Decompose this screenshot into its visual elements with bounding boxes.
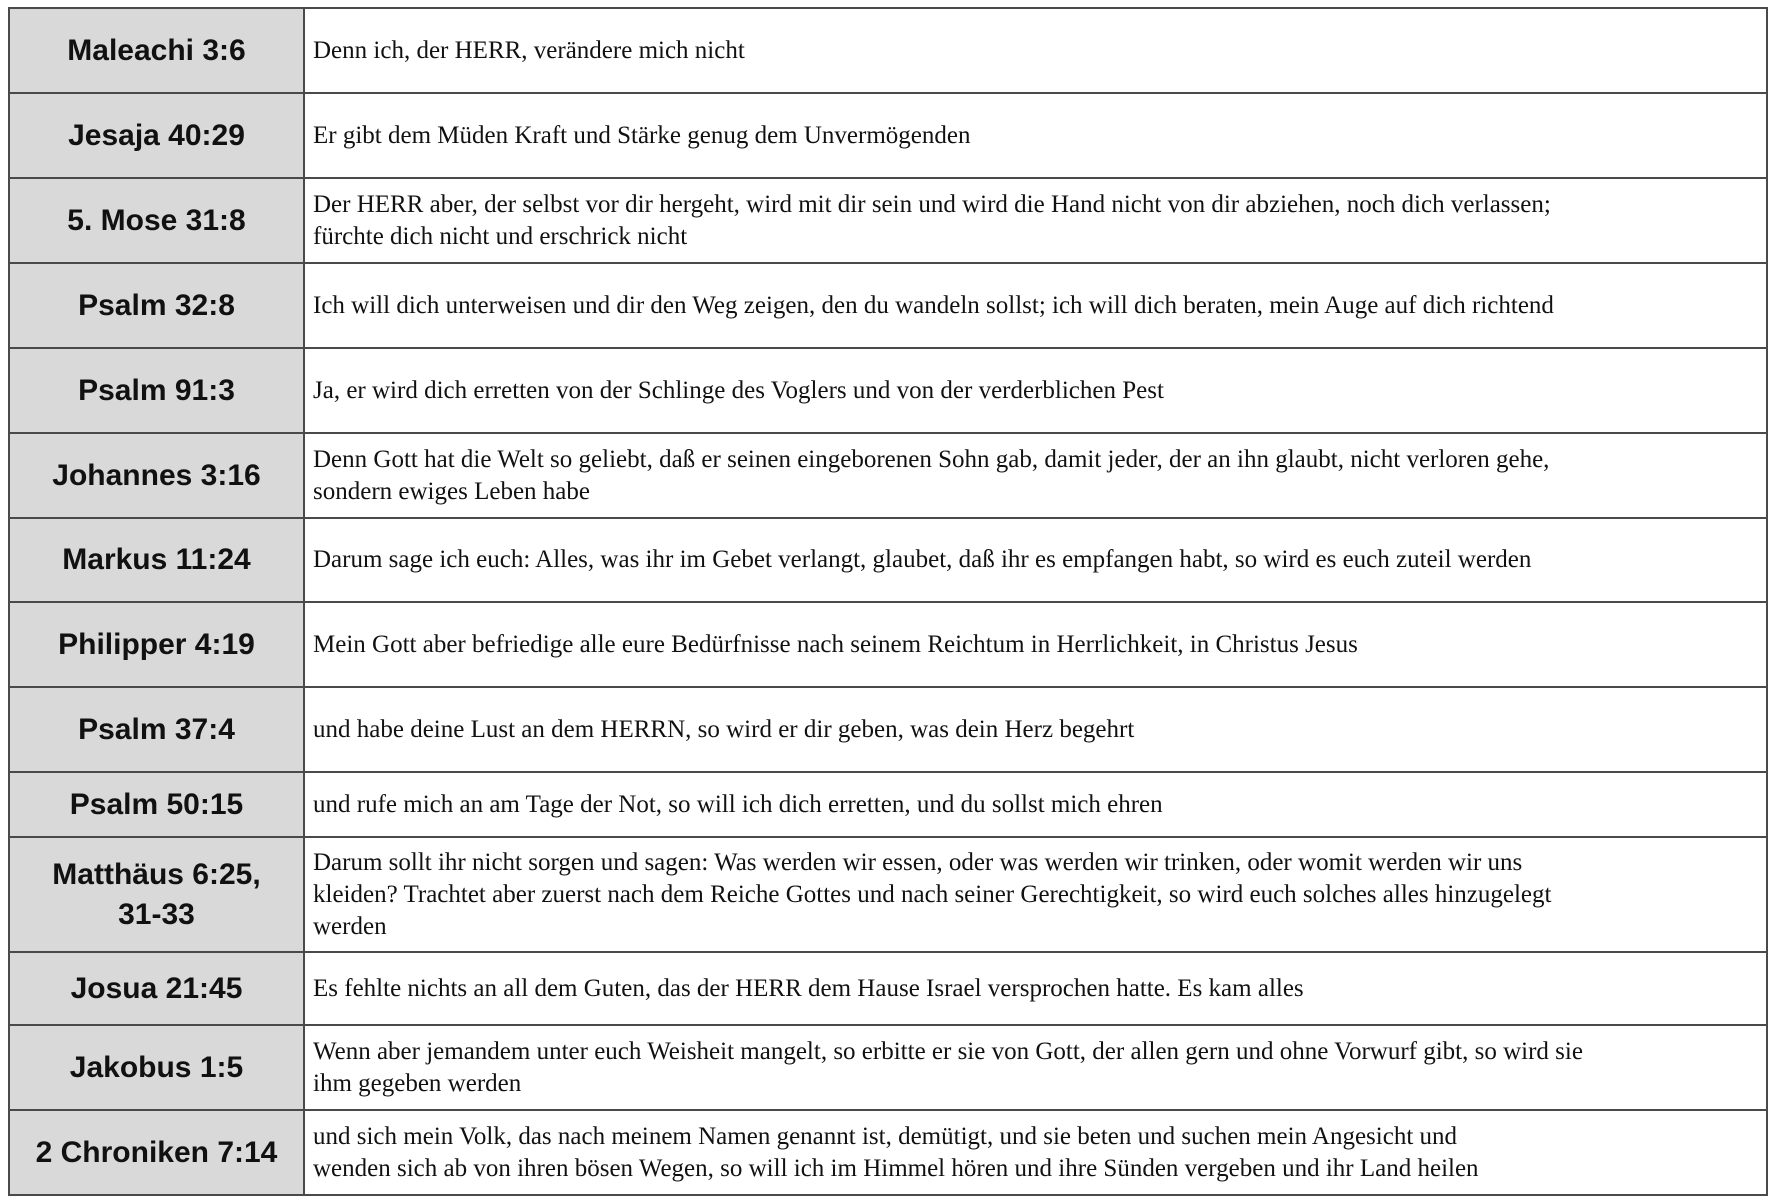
verse-reference-cell	[9, 178, 304, 263]
table-row	[9, 348, 1767, 433]
verse-reference-cell	[9, 772, 304, 837]
verse-text: Denn ich, der HERR, verändere mich nicht	[313, 36, 745, 64]
verse-text: und habe deine Lust an dem HERRN, so wird er dir geben, was dein Herz begehrt	[313, 715, 1135, 743]
verse-reference: Markus 11:24	[62, 543, 251, 576]
verse-text: Wenn aber jemandem unter euch Weisheit mangelt, so erbitte er sie von Gott, der allen gern und ohne Vorwurf gibt, so wird sie ihm gegeben werden	[313, 1037, 1583, 1097]
verse-reference: Jesaja 40:29	[68, 118, 245, 152]
verse-reference: Psalm 37:4	[78, 712, 235, 746]
verse-reference-cell	[9, 8, 304, 93]
table-row	[9, 178, 1767, 263]
verse-text: Der HERR aber, der selbst vor dir hergeht, wird mit dir sein und wird die Hand nicht von dir abziehen, noch dich verlassen; fürchte dich nicht und erschrick nicht	[313, 190, 1551, 250]
verse-reference-cell	[9, 1110, 304, 1195]
verse-reference: Jakobus 1:5	[69, 1050, 244, 1084]
table-row	[9, 772, 1767, 837]
verse-text-cell	[304, 1110, 1767, 1195]
table-row	[9, 263, 1767, 348]
table-row	[9, 952, 1767, 1025]
table-row	[9, 837, 1767, 952]
verse-reference: Philipper 4:19	[58, 627, 255, 661]
verse-text: Denn Gott hat die Welt so geliebt, daß er seinen eingeborenen Sohn gab, damit jeder, der an ihn glaubt, nicht verloren gehe, sondern ewiges Leben habe	[313, 445, 1550, 505]
verse-reference-cell	[9, 348, 304, 433]
verse-reference-cell	[9, 602, 304, 687]
verse-reference: 2 Chroniken 7:14	[35, 1135, 278, 1169]
verse-reference-cell	[9, 687, 304, 772]
verse-text-cell	[304, 433, 1767, 518]
verse-text: Ja, er wird dich erretten von der Schlinge des Voglers und von der verderblichen Pest	[313, 376, 1164, 404]
verse-text-cell	[304, 93, 1767, 178]
verse-text-cell	[304, 687, 1767, 772]
verse-reference: 5. Mose 31:8	[67, 203, 246, 237]
verse-reference-cell	[9, 952, 304, 1025]
verse-reference: Psalm 91:3	[78, 373, 235, 407]
verse-text: Es fehlte nichts an all dem Guten, das der HERR dem Hause Israel versprochen hatte. Es kam alles	[313, 974, 1304, 1002]
verse-text-cell	[304, 178, 1767, 263]
verse-reference-cell	[9, 93, 304, 178]
verse-reference: Josua 21:45	[70, 971, 243, 1005]
verse-text-cell	[304, 952, 1767, 1025]
verse-text-cell	[304, 772, 1767, 837]
verse-text: Ich will dich unterweisen und dir den Weg zeigen, den du wandeln sollst; ich will dich beraten, mein Auge auf dich richtend	[313, 291, 1554, 319]
verse-text-cell	[304, 602, 1767, 687]
verse-table	[8, 7, 1768, 1196]
verse-reference-cell	[9, 263, 304, 348]
verse-text: Darum sollt ihr nicht sorgen und sagen: Was werden wir essen, oder was werden wir trinken, oder womit werden wir uns kleiden? Trachtet aber zuerst nach dem Reiche Gottes und nach seiner Gerechtigkeit, so wird euch solches alles hinzugelegt werden	[313, 848, 1552, 940]
verse-text-cell	[304, 518, 1767, 602]
table-row	[9, 602, 1767, 687]
verse-reference-cell	[9, 1025, 304, 1110]
table-row	[9, 1110, 1767, 1195]
table-row	[9, 93, 1767, 178]
verse-text-cell	[304, 263, 1767, 348]
verse-reference: Matthäus 6:25, 31-33	[52, 857, 261, 931]
verse-text-cell	[304, 1025, 1767, 1110]
verse-reference: Psalm 32:8	[78, 288, 235, 322]
verse-text-cell	[304, 348, 1767, 433]
verse-text: Mein Gott aber befriedige alle eure Bedürfnisse nach seinem Reichtum in Herrlichkeit, in Christus Jesus	[313, 630, 1358, 658]
verse-reference: Maleachi 3:6	[67, 33, 246, 67]
verse-text-cell	[304, 8, 1767, 93]
table-row	[9, 433, 1767, 518]
verse-reference-cell	[9, 518, 304, 602]
verse-text: und sich mein Volk, das nach meinem Namen genannt ist, demütigt, und sie beten und suchen mein Angesicht und wenden sich ab von ihren bösen Wegen, so will ich im Himmel hören und ihre Sünden vergeben und ihr Land heilen	[313, 1122, 1479, 1182]
verse-text: Darum sage ich euch: Alles, was ihr im Gebet verlangt, glaubet, daß ihr es empfangen habt, so wird es euch zuteil werden	[313, 546, 1532, 573]
verse-text: und rufe mich an am Tage der Not, so will ich dich erretten, und du sollst mich ehren	[313, 790, 1163, 818]
table-row	[9, 518, 1767, 602]
verse-text-cell	[304, 837, 1767, 952]
verse-reference-cell	[9, 837, 304, 952]
table-row	[9, 8, 1767, 93]
verse-reference: Johannes 3:16	[52, 458, 261, 492]
table-row	[9, 687, 1767, 772]
verse-text: Er gibt dem Müden Kraft und Stärke genug dem Unvermögenden	[313, 121, 971, 149]
verse-reference-cell	[9, 433, 304, 518]
verse-reference: Psalm 50:15	[69, 787, 244, 821]
table-row	[9, 1025, 1767, 1110]
